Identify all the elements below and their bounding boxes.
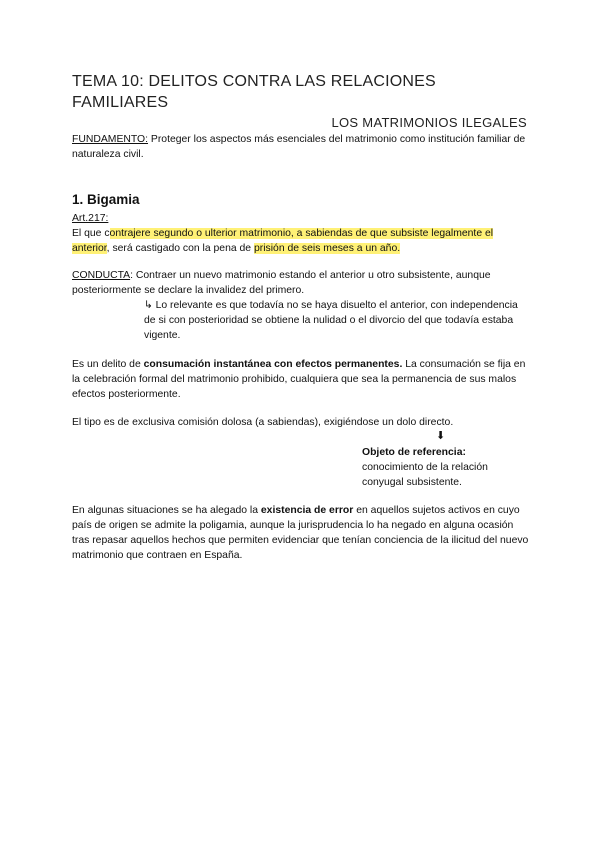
article-label: Art.217:: [72, 213, 109, 224]
fundamento-text: Proteger los aspectos más esenciales del matrimonio como institución familiar de naturaleza civil.: [72, 134, 526, 160]
conducta-label: CONDUCTA: [72, 270, 131, 281]
objeto-text: conocimiento de la relación conyugal subsistente.: [362, 462, 488, 488]
error-paragraph: [72, 503, 532, 563]
article-highlight-2: prisión de seis meses a un año.: [253, 243, 401, 254]
objeto-note: [362, 445, 532, 490]
error-text-2: en aquellos sujetos activos en cuyo país de origen se admite la poligamia, aunque la jurisprudencia lo ha negado en alguna ocasión tras repasar aquellos hechos que permiten evidenciar que tenían conciencia de la ilicitud del nuevo matrimonio que contraen en España.: [72, 505, 529, 561]
article-paragraph: [72, 211, 532, 256]
consum-bold: consumación instantánea con efectos permanentes.: [143, 359, 403, 370]
article-text-2: , será castigado con la pena de: [106, 243, 254, 254]
article-highlight-1: ontrajere segundo o ulterior matrimonio, a sabiendas de que subsiste legalmente el anterior: [72, 228, 494, 254]
consum-text-1: Es un delito de: [72, 359, 144, 370]
consum-text-2: La consumación se fija en la celebración formal del matrimonio prohibido, cualquiera que sea la permanencia de sus malos efectos posteriormente.: [72, 359, 526, 400]
error-bold: existencia de error: [260, 505, 354, 516]
objeto-bold: Objeto de referencia:: [362, 447, 466, 458]
page-title: TEMA 10: DELITOS CONTRA LAS RELACIONES FAMILIARES: [72, 73, 436, 111]
arrow-down-icon: ⬇: [436, 430, 446, 442]
tipo-paragraph: El tipo es de exclusiva comisión dolosa (a sabiendas), exigiéndose un dolo directo.: [72, 417, 454, 428]
article-text-1: El que c: [72, 228, 110, 239]
fundamento-paragraph: [72, 132, 532, 162]
conducta-text: : Contraer un nuevo matrimonio estando el anterior u otro subsistente, aunque posteriormente se declare la invalidez del primero.: [72, 270, 491, 296]
section-heading: 1. Bigamia: [72, 192, 140, 207]
fundamento-label: FUNDAMENTO:: [72, 134, 149, 145]
conducta-note: ↳ Lo relevante es que todavía no se haya disuelto el anterior, con independencia de si con posterioridad se obtiene la nulidad o el divorcio del que todavía estaba vigente.: [144, 300, 518, 341]
error-text-1: En algunas situaciones se ha alegado la: [72, 505, 261, 516]
conducta-paragraph: [72, 268, 532, 298]
consumacion-paragraph: [72, 357, 532, 402]
section-subtitle: LOS MATRIMONIOS ILEGALES: [331, 115, 527, 130]
